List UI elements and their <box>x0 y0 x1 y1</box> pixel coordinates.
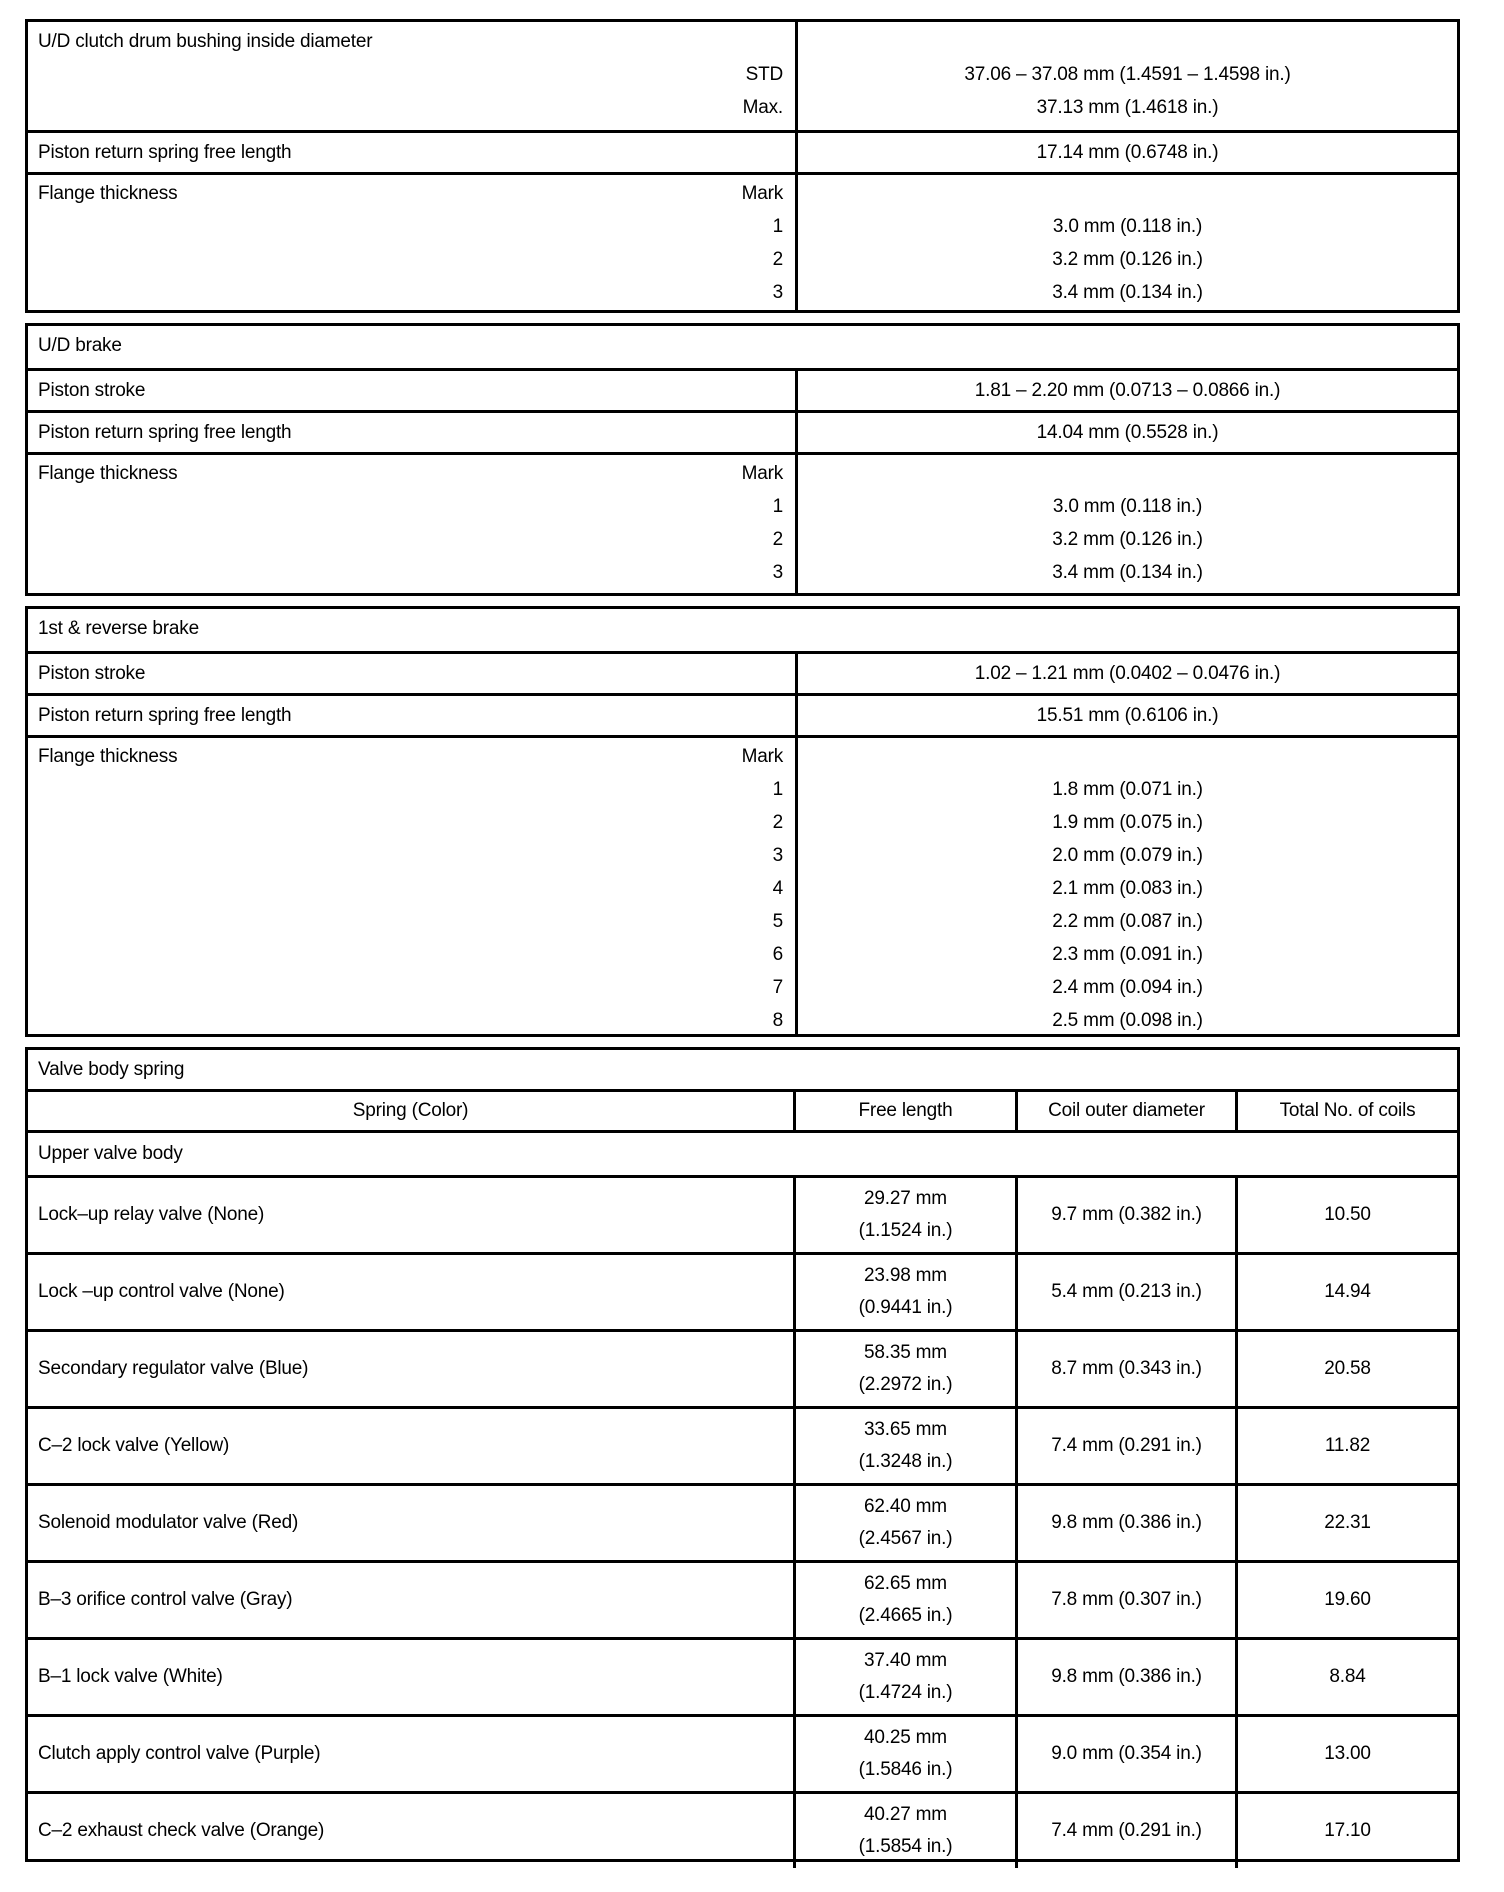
free-length-cell <box>796 1255 1018 1329</box>
bushing-value-cell <box>798 22 1457 130</box>
stroke-row <box>28 651 1457 693</box>
flange-value-cell <box>798 455 1457 593</box>
flange-row <box>28 452 1457 593</box>
spring-name: C–2 exhaust check valve (Orange) <box>28 1794 796 1868</box>
free-length-mm: 37.40 mm <box>864 1650 947 1671</box>
flange-value-3: 3.4 mm (0.134 in.) <box>1052 282 1203 303</box>
free-length-in: (1.1524 in.) <box>858 1220 953 1241</box>
header-total-coils: Total No. of coils <box>1279 1100 1416 1121</box>
table-row <box>28 1714 1457 1791</box>
flange-label-cell <box>28 175 798 310</box>
total-coils: 13.00 <box>1324 1743 1371 1764</box>
flange-value-5: 2.2 mm (0.087 in.) <box>1052 911 1203 932</box>
flange-value-1: 1.8 mm (0.071 in.) <box>1052 779 1203 800</box>
free-length-mm: 33.65 mm <box>864 1419 947 1440</box>
section-title-row <box>28 326 1457 368</box>
coil-outer-diameter: 7.8 mm (0.307 in.) <box>1018 1563 1238 1637</box>
std-label: STD <box>745 64 783 85</box>
mark-2: 2 <box>772 249 783 270</box>
free-length-mm: 62.65 mm <box>864 1573 947 1594</box>
total-coils: 19.60 <box>1324 1589 1371 1610</box>
free-length-mm: 62.40 mm <box>864 1496 947 1517</box>
mark-1: 1 <box>772 496 783 517</box>
table-row <box>28 1483 1457 1560</box>
total-coils: 22.31 <box>1324 1512 1371 1533</box>
flange-value-cell <box>798 175 1457 310</box>
free-length-cell <box>796 1332 1018 1406</box>
spring-name: Secondary regulator valve (Blue) <box>28 1332 796 1406</box>
coil-outer-diameter: 9.0 mm (0.354 in.) <box>1018 1717 1238 1791</box>
mark-3: 3 <box>772 282 783 303</box>
coil-outer-diameter: 9.8 mm (0.386 in.) <box>1018 1486 1238 1560</box>
coil-outer-diameter: 7.4 mm (0.291 in.) <box>1018 1794 1238 1868</box>
coil-outer-diameter: 7.4 mm (0.291 in.) <box>1018 1409 1238 1483</box>
flange-row <box>28 172 1457 310</box>
spring-value: 17.14 mm (0.6748 in.) <box>1036 142 1219 163</box>
mark-2: 2 <box>772 529 783 550</box>
flange-value-3: 3.4 mm (0.134 in.) <box>1052 562 1203 583</box>
free-length-mm: 29.27 mm <box>864 1188 947 1209</box>
spring-label: Piston return spring free length <box>28 133 798 172</box>
free-length-in: (1.5854 in.) <box>858 1836 953 1857</box>
section-title: U/D brake <box>38 335 122 356</box>
free-length-cell <box>796 1486 1018 1560</box>
mark-header: Mark <box>741 183 783 204</box>
stroke-row <box>28 368 1457 410</box>
flange-label: Flange thickness <box>38 463 178 484</box>
table-body <box>28 1175 1457 1868</box>
spring-name: C–2 lock valve (Yellow) <box>28 1409 796 1483</box>
free-length-in: (1.5846 in.) <box>858 1759 953 1780</box>
stroke-value: 1.81 – 2.20 mm (0.0713 – 0.0866 in.) <box>974 380 1281 401</box>
free-length-mm: 40.25 mm <box>864 1727 947 1748</box>
max-value: 37.13 mm (1.4618 in.) <box>1036 97 1219 118</box>
total-coils: 11.82 <box>1324 1435 1371 1456</box>
mark-1: 1 <box>772 779 783 800</box>
table-row <box>28 1637 1457 1714</box>
total-coils: 10.50 <box>1324 1204 1371 1225</box>
header-spring-color: Spring (Color) <box>28 1092 796 1130</box>
mark-5: 5 <box>772 911 783 932</box>
free-length-cell <box>796 1717 1018 1791</box>
table-header-row <box>28 1089 1457 1130</box>
header-coil-outer-diameter: Coil outer diameter <box>1018 1092 1238 1130</box>
flange-value-3: 2.0 mm (0.079 in.) <box>1052 845 1203 866</box>
table-row <box>28 1175 1457 1252</box>
spring-name: Lock–up relay valve (None) <box>28 1178 796 1252</box>
mark-header: Mark <box>741 463 783 484</box>
free-length-mm: 23.98 mm <box>864 1265 947 1286</box>
free-length-cell <box>796 1178 1018 1252</box>
flange-value-cell <box>798 738 1457 1034</box>
free-length-cell <box>796 1794 1018 1868</box>
mark-7: 7 <box>772 977 783 998</box>
free-length-in: (1.3248 in.) <box>858 1451 953 1472</box>
first-reverse-brake-table <box>25 606 1460 1037</box>
spring-label: Piston return spring free length <box>28 413 798 452</box>
ud-clutch-table <box>25 19 1460 313</box>
table-row <box>28 1791 1457 1868</box>
free-length-in: (2.2972 in.) <box>858 1374 953 1395</box>
flange-value-2: 3.2 mm (0.126 in.) <box>1052 529 1203 550</box>
coil-outer-diameter: 9.7 mm (0.382 in.) <box>1018 1178 1238 1252</box>
section-title: 1st & reverse brake <box>38 618 199 639</box>
spring-name: Clutch apply control valve (Purple) <box>28 1717 796 1791</box>
stroke-value: 1.02 – 1.21 mm (0.0402 – 0.0476 in.) <box>974 663 1281 684</box>
coil-outer-diameter: 5.4 mm (0.213 in.) <box>1018 1255 1238 1329</box>
max-label: Max. <box>742 97 783 118</box>
stroke-label: Piston stroke <box>28 654 798 693</box>
spring-name: B–1 lock valve (White) <box>28 1640 796 1714</box>
ud-brake-table <box>25 323 1460 596</box>
total-coils: 8.84 <box>1329 1666 1366 1687</box>
flange-value-1: 3.0 mm (0.118 in.) <box>1052 496 1203 517</box>
flange-label-cell <box>28 455 798 593</box>
mark-header: Mark <box>741 746 783 767</box>
free-length-in: (1.4724 in.) <box>858 1682 953 1703</box>
mark-1: 1 <box>772 216 783 237</box>
flange-value-4: 2.1 mm (0.083 in.) <box>1052 878 1203 899</box>
mark-4: 4 <box>772 878 783 899</box>
section-title: Valve body spring <box>38 1059 185 1080</box>
free-length-cell <box>796 1640 1018 1714</box>
spring-value: 14.04 mm (0.5528 in.) <box>1036 422 1219 443</box>
flange-value-2: 3.2 mm (0.126 in.) <box>1052 249 1203 270</box>
free-length-mm: 40.27 mm <box>864 1804 947 1825</box>
flange-value-1: 3.0 mm (0.118 in.) <box>1052 216 1203 237</box>
mark-6: 6 <box>772 944 783 965</box>
flange-value-2: 1.9 mm (0.075 in.) <box>1052 812 1203 833</box>
total-coils: 14.94 <box>1324 1281 1371 1302</box>
std-value: 37.06 – 37.08 mm (1.4591 – 1.4598 in.) <box>964 64 1291 85</box>
spring-row <box>28 410 1457 452</box>
spring-name: Lock –up control valve (None) <box>28 1255 796 1329</box>
stroke-label: Piston stroke <box>28 371 798 410</box>
mark-3: 3 <box>772 845 783 866</box>
coil-outer-diameter: 9.8 mm (0.386 in.) <box>1018 1640 1238 1714</box>
mark-3: 3 <box>772 562 783 583</box>
spring-name: B–3 orifice control valve (Gray) <box>28 1563 796 1637</box>
bushing-title: U/D clutch drum bushing inside diameter <box>38 31 373 52</box>
bushing-row <box>28 22 1457 130</box>
valve-body-spring-table <box>25 1047 1460 1862</box>
flange-label: Flange thickness <box>38 746 178 767</box>
spring-row <box>28 693 1457 735</box>
free-length-in: (0.9441 in.) <box>858 1297 953 1318</box>
table-row <box>28 1329 1457 1406</box>
total-coils: 17.10 <box>1324 1820 1371 1841</box>
flange-value-6: 2.3 mm (0.091 in.) <box>1052 944 1203 965</box>
table-row <box>28 1406 1457 1483</box>
spring-name: Solenoid modulator valve (Red) <box>28 1486 796 1560</box>
total-coils: 20.58 <box>1324 1358 1371 1379</box>
flange-label: Flange thickness <box>38 183 178 204</box>
mark-8: 8 <box>772 1010 783 1031</box>
spring-label: Piston return spring free length <box>28 696 798 735</box>
table-row <box>28 1252 1457 1329</box>
coil-outer-diameter: 8.7 mm (0.343 in.) <box>1018 1332 1238 1406</box>
free-length-mm: 58.35 mm <box>864 1342 947 1363</box>
free-length-cell <box>796 1563 1018 1637</box>
header-free-length: Free length <box>796 1092 1018 1130</box>
table-row <box>28 1560 1457 1637</box>
bushing-label-cell <box>28 22 798 130</box>
free-length-cell <box>796 1409 1018 1483</box>
free-length-in: (2.4567 in.) <box>858 1528 953 1549</box>
flange-row <box>28 735 1457 1034</box>
section-title-row <box>28 609 1457 651</box>
spring-row <box>28 130 1457 172</box>
mark-2: 2 <box>772 812 783 833</box>
flange-value-7: 2.4 mm (0.094 in.) <box>1052 977 1203 998</box>
flange-label-cell <box>28 738 798 1034</box>
free-length-in: (2.4665 in.) <box>858 1605 953 1626</box>
flange-value-8: 2.5 mm (0.098 in.) <box>1052 1010 1203 1031</box>
spring-value: 15.51 mm (0.6106 in.) <box>1036 705 1219 726</box>
group-label: Upper valve body <box>28 1130 1457 1175</box>
